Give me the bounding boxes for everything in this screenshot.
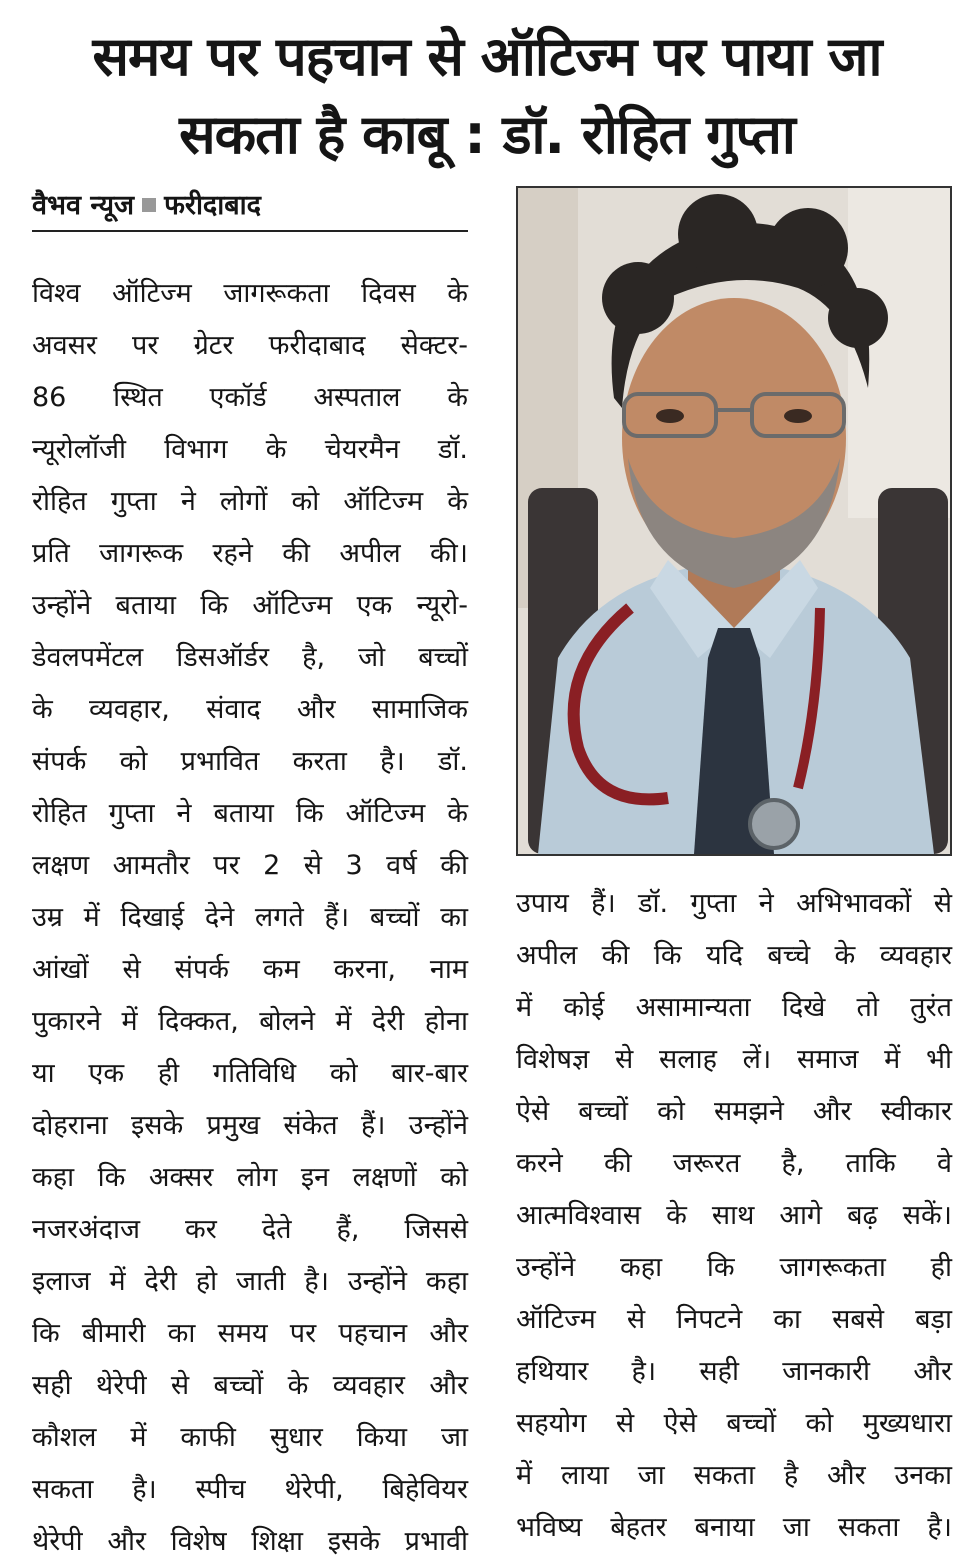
article-line: 86 स्थित एकॉर्ड अस्पताल के (32, 382, 468, 413)
article-line: पुकारने में दिक्कत, बोलने में देरी होना (32, 1006, 468, 1037)
article-column-1 (32, 268, 468, 1568)
headline (20, 18, 954, 174)
article-line: न्यूरोलॉजी विभाग के चेयरमैन डॉ. (32, 434, 468, 465)
article-line: उम्र में दिखाई देने लगते हैं। बच्चों का (32, 902, 468, 933)
byline-source: वैभव न्यूज (32, 190, 135, 221)
headline-line-2: सकता है काबू : डॉ. रोहित गुप्ता (179, 103, 795, 166)
article-line: विश्व ऑटिज्म जागरूकता दिवस के (32, 278, 468, 309)
article-line: कहा कि अक्सर लोग इन लक्षणों को (32, 1162, 468, 1193)
article-line: कि बीमारी का समय पर पहचान और (32, 1318, 468, 1349)
byline-city: फरीदाबाद (164, 190, 262, 221)
article-line: उन्होंने बताया कि ऑटिज्म एक न्यूरो- (32, 590, 468, 621)
article-line: डेवलपमेंटल डिसऑर्डर है, जो बच्चों (32, 642, 468, 673)
article-line: प्रति जागरूक रहने की अपील की। (32, 538, 468, 569)
article-line: संपर्क को प्रभावित करता है। डॉ. (32, 746, 468, 777)
article-line: सहयोग से ऐसे बच्चों को मुख्यधारा (516, 1408, 952, 1439)
article-line: सही थेरेपी से बच्चों के व्यवहार और (32, 1370, 468, 1401)
article-line: कौशल में काफी सुधार किया जा (32, 1422, 468, 1453)
article-line: हथियार है। सही जानकारी और (516, 1356, 952, 1387)
doctor-portrait-illustration (518, 188, 950, 854)
article-line: नजरअंदाज कर देते हैं, जिससे (32, 1214, 468, 1245)
article-line: लक्षण आमतौर पर 2 से 3 वर्ष की (32, 850, 468, 881)
article-line: करने की जरूरत है, ताकि वे (516, 1148, 952, 1179)
article-line: रोहित गुप्ता ने लोगों को ऑटिज्म के (32, 486, 468, 517)
article-line: सकता है। स्पीच थेरेपी, बिहेवियर (32, 1474, 468, 1505)
article-line: उन्होंने कहा कि जागरूकता ही (516, 1252, 952, 1283)
article-line: दोहराना इसके प्रमुख संकेत हैं। उन्होंने (32, 1110, 468, 1141)
article-line: में कोई असामान्यता दिखे तो तुरंत (516, 992, 952, 1023)
doctor-photo (516, 186, 952, 856)
article-line: थेरेपी और विशेष शिक्षा इसके प्रभावी (32, 1526, 468, 1557)
article-line: में लाया जा सकता है और उनका (516, 1460, 952, 1491)
article-line: उपाय हैं। डॉ. गुप्ता ने अभिभावकों से (516, 888, 952, 919)
article-column-2 (516, 878, 952, 1554)
article-line: इलाज में देरी हो जाती है। उन्होंने कहा (32, 1266, 468, 1297)
article-line: आत्मविश्वास के साथ आगे बढ़ सकें। (516, 1200, 952, 1231)
article-line: अपील की कि यदि बच्चे के व्यवहार (516, 940, 952, 971)
article-line: ऐसे बच्चों को समझने और स्वीकार (516, 1096, 952, 1127)
article-line: या एक ही गतिविधि को बार-बार (32, 1058, 468, 1089)
article-line: आंखों से संपर्क कम करना, नाम (32, 954, 468, 985)
headline-line-1: समय पर पहचान से ऑटिज्म पर पाया जा (92, 25, 882, 88)
article-line: रोहित गुप्ता ने बताया कि ऑटिज्म के (32, 798, 468, 829)
article-line: ऑटिज्म से निपटने का सबसे बड़ा (516, 1304, 952, 1335)
article-line: भविष्य बेहतर बनाया जा सकता है। (516, 1512, 952, 1543)
byline-separator-icon (142, 198, 156, 212)
byline (32, 188, 468, 232)
article-line: विशेषज्ञ से सलाह लें। समाज में भी (516, 1044, 952, 1075)
article-line: अवसर पर ग्रेटर फरीदाबाद सेक्टर- (32, 330, 468, 361)
article-line: के व्यवहार, संवाद और सामाजिक (32, 694, 468, 725)
